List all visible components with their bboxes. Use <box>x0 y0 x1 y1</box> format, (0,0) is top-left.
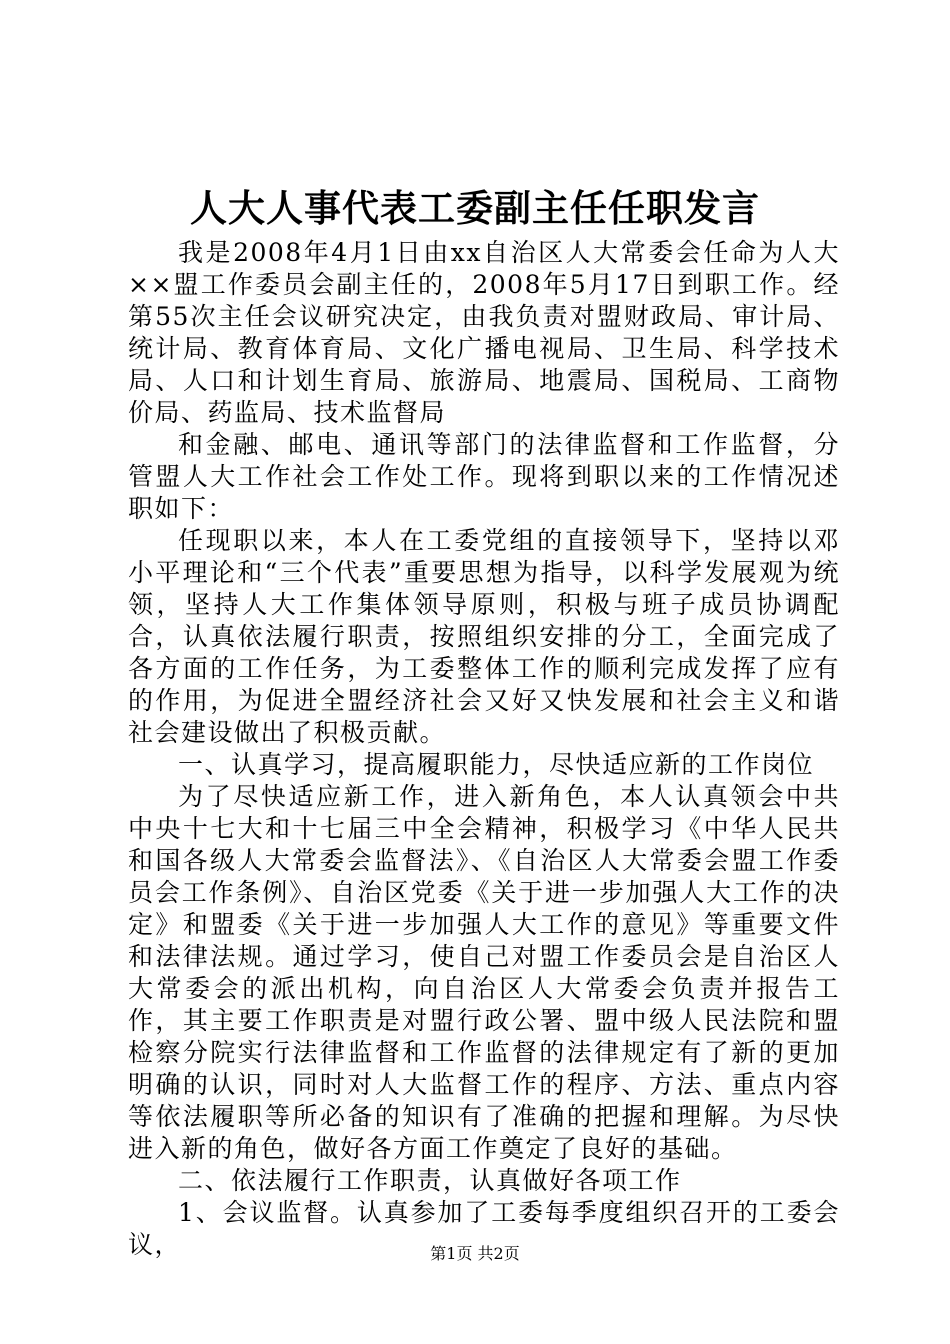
paragraph-intro-continued: 和金融、邮电、通讯等部门的法律监督和工作监督，分管盟人大工作社会工作处工作。现将到职以来的工作情况述职如下： <box>128 430 840 523</box>
section-heading-2: 二、依法履行工作职责，认真做好各项工作 <box>178 1166 682 1195</box>
paragraph-summary: 任现职以来，本人在工委党组的直接领导下，坚持以邓小平理论和“三个代表”重要思想为指导，以科学发展观为统领，坚持人大工作集体领导原则，积极与班子成员协调配合，认真依法履行职责，按照组织安排的分工，全面完成了各方面的工作任务，为工委整体工作的顺利完成发挥了应有的作用，为促进全盟经济社会又好又快发展和社会主义和谐社会建设做出了积极贡献。 <box>128 526 840 747</box>
document-title: 人大人事代表工委副主任任职发言 <box>190 186 760 230</box>
section-heading-1: 一、认真学习，提高履职能力，尽快适应新的工作岗位 <box>178 750 815 779</box>
paragraph-intro: 我是2008年4月1日由xx自治区人大常委会任命为人大××盟工作委员会副主任的，2008年5月17日到职工作。经第55次主任会议研究决定，由我负责对盟财政局、审计局、统计局、教育体育局、文化广播电视局、卫生局、科学技术局、人口和计划生育局、旅游局、地震局、国税局、工商物价局、药监局、技术监督局 <box>128 238 840 427</box>
paragraph-meeting-supervision: 1、会议监督。认真参加了工委每季度组织召开的工委会议， <box>128 1198 840 1259</box>
paragraph-study: 为了尽快适应新工作，进入新角色，本人认真领会中共中央十七大和十七届三中全会精神，积极学习《中华人民共和国各级人大常委会监督法》、《自治区人大常委会盟工作委员会工作条例》、自治区党委《关于进一步加强人大工作的决定》和盟委《关于进一步加强人大工作的意见》等重要文件和法律法规。通过学习，使自己对盟工作委员会是自治区人大常委会的派出机构，向自治区人大常委会负责并报告工作，其主要工作职责是对盟行政公署、盟中级人民法院和盟检察分院实行法律监督和工作监督的法律规定有了新的更加明确的认识，同时对人大监督工作的程序、方法、重点内容等依法履职等所必备的知识有了准确的把握和理解。为尽快进入新的角色，做好各方面工作奠定了良好的基础。 <box>128 782 840 1163</box>
page-footer: 第1页 共2页 <box>430 1244 520 1263</box>
document-body <box>128 237 840 1261</box>
